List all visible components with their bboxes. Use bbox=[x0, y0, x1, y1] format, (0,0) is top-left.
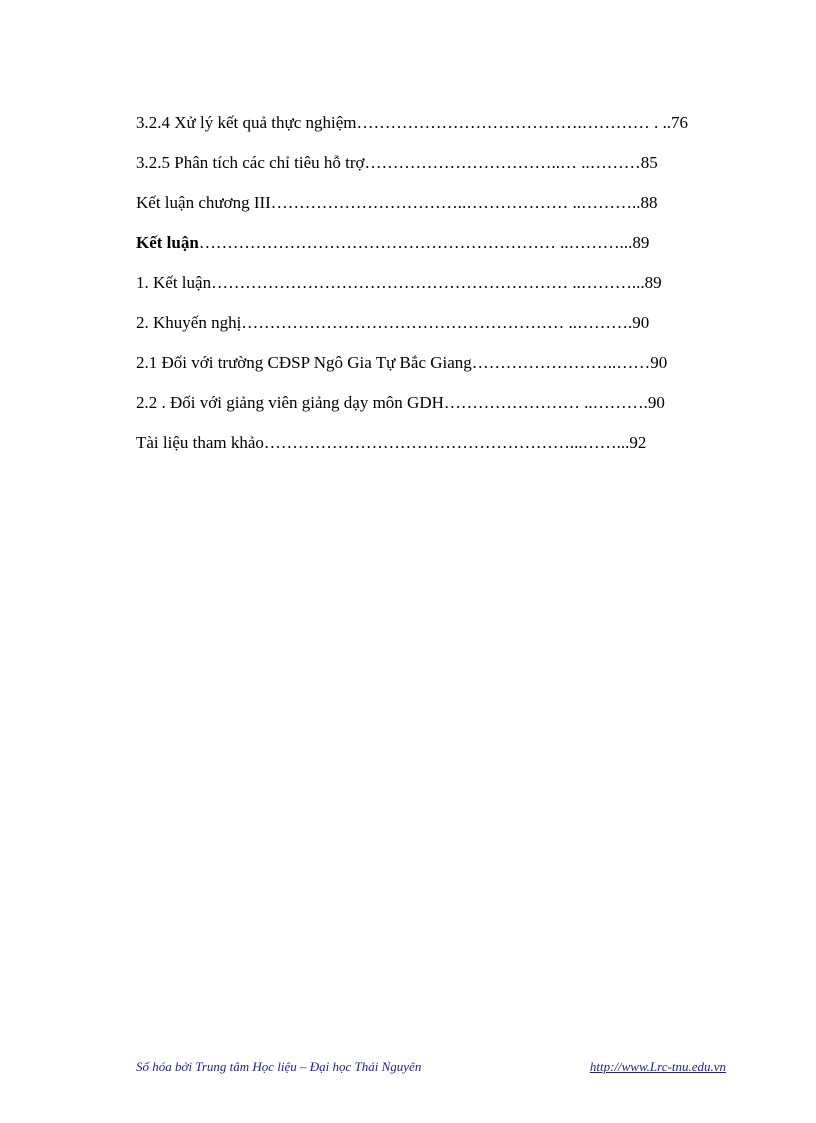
toc-entry-conclusion-title: Kết luận bbox=[136, 233, 199, 252]
toc-entry-2-1[interactable]: 2.1 Đối với trường CĐSP Ngô Gia Tự Bắc Giang……………………..……90 bbox=[136, 353, 668, 372]
toc-entry-3-2-5[interactable]: 3.2.5 Phân tích các chỉ tiêu hỗ trợ……………………………..… ..………85 bbox=[136, 153, 658, 172]
toc-entry-3-2-4[interactable]: 3.2.4 Xử lý kết quả thực nghiệm………………………………….………… . ..76 bbox=[136, 113, 689, 132]
toc-entry-conclusion[interactable] bbox=[136, 232, 739, 254]
page-footer bbox=[136, 1059, 726, 1077]
toc-entry-1-conclusion[interactable]: 1. Kết luận……………………………………………………… ..………...89 bbox=[136, 273, 662, 292]
toc-entry-conclusion-leader: ……………………………………………………… ..………...89 bbox=[198, 233, 650, 252]
footer-digitized-by: Số hóa bởi Trung tâm Học liệu – Đại học Thái Nguyên bbox=[136, 1059, 422, 1074]
table-of-contents bbox=[136, 112, 739, 472]
toc-entry-chapter-3-conclusion[interactable]: Kết luận chương III……………………………..……………… ..………..88 bbox=[136, 193, 658, 212]
toc-entry-references[interactable]: Tài liệu tham khảo………………………………………………...……...92 bbox=[136, 433, 647, 452]
toc-entry-2-2[interactable]: 2.2 . Đối với giảng viên giảng dạy môn GDH…………………… ..……….90 bbox=[136, 393, 665, 412]
toc-entry-2-recommendations[interactable]: 2. Khuyến nghị………………………………………………… ..……….90 bbox=[136, 313, 650, 332]
footer-url-link[interactable]: http://www.Lrc-tnu.edu.vn bbox=[589, 1059, 726, 1074]
